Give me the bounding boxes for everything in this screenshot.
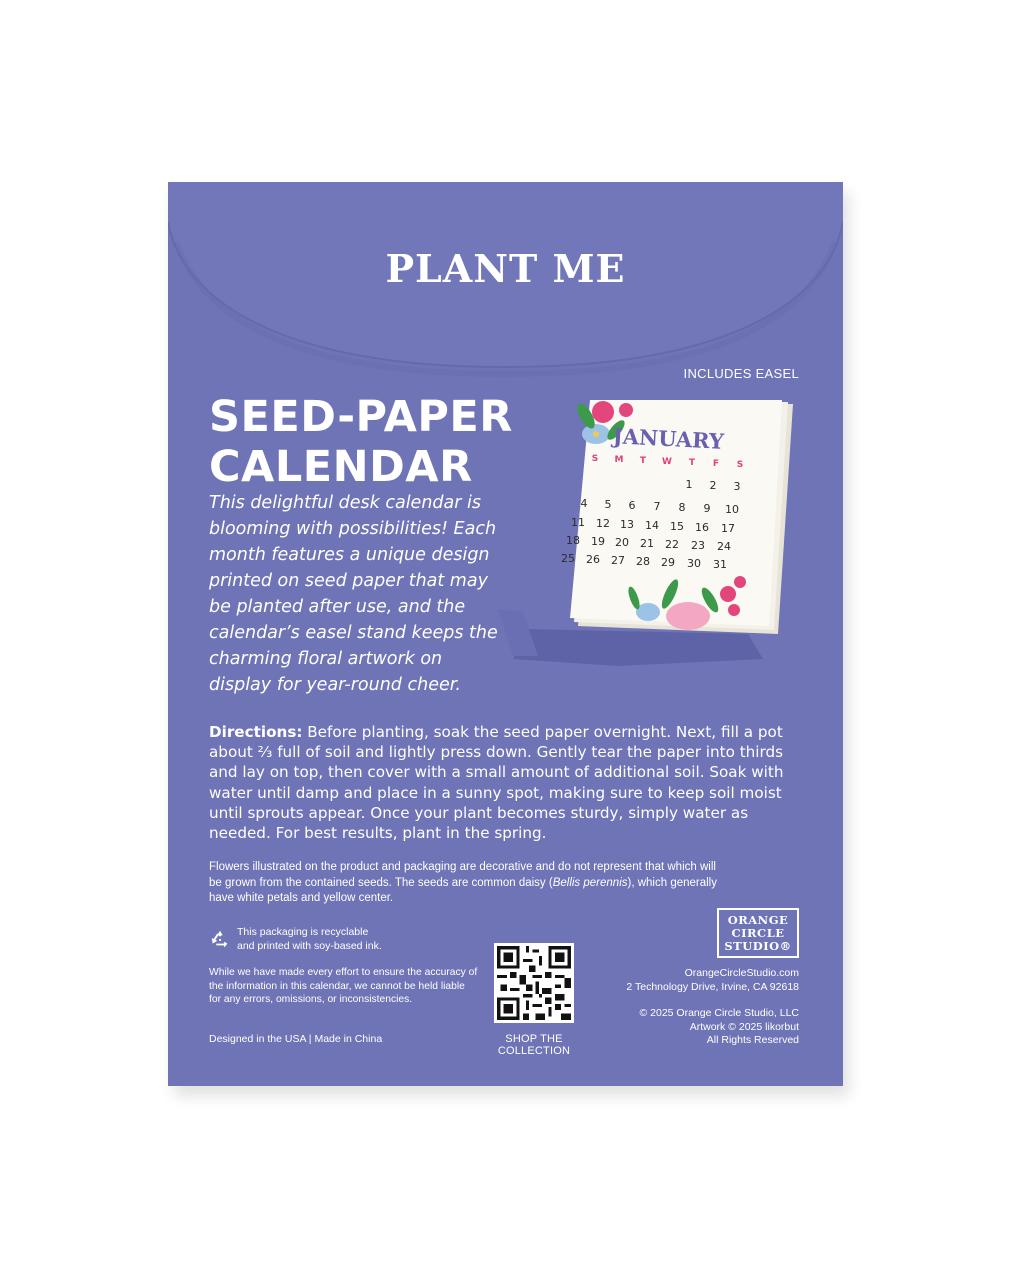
calendar-day: 8 [678, 501, 686, 514]
orange-circle-studio-logo [717, 908, 799, 958]
recycle-notice [209, 926, 382, 953]
weekday-label: S [591, 454, 599, 464]
product-title-line2: CALENDAR [209, 442, 473, 492]
calendar-day: 15 [670, 520, 684, 533]
calendar-day: 26 [586, 553, 600, 566]
copyright-info [640, 1007, 800, 1048]
recycle-line2: and printed with soy-based ink. [237, 939, 382, 952]
calendar-day: 6 [628, 499, 636, 512]
company-address: 2 Technology Drive, Irvine, CA 92618 [626, 980, 799, 993]
planting-directions [209, 722, 809, 843]
calendar-day: 27 [611, 554, 625, 567]
calendar-day: 4 [580, 497, 588, 510]
calendar-day: 7 [653, 500, 661, 513]
logo-line2: CIRCLE [731, 926, 785, 940]
calendar-day: 9 [703, 502, 711, 515]
logo-line1: ORANGE [727, 913, 789, 927]
artwork-credit: Artwork © 2025 likorbut [689, 1020, 799, 1033]
disclaimer-text-end: ), which generally have white petals and yellow center. [209, 876, 717, 904]
calendar-day: 14 [645, 519, 659, 532]
calendar-day: 31 [713, 558, 727, 571]
logo-line3: STUDIO® [724, 939, 792, 953]
flower-disclaimer [209, 860, 729, 907]
company-info [626, 967, 799, 994]
weekday-label: S [736, 460, 744, 470]
species-name: Bellis perennis [552, 876, 628, 889]
calendar-day: 28 [636, 555, 650, 568]
calendar-day: 5 [604, 498, 612, 511]
desk-calendar-illustration [498, 394, 798, 694]
calendar-day: 11 [571, 516, 585, 529]
calendar-day: 1 [685, 478, 693, 491]
weekday-label: T [639, 456, 647, 466]
calendar-day: 24 [717, 540, 731, 553]
weekday-label: T [688, 458, 696, 468]
calendar-day: 13 [620, 518, 634, 531]
weekday-label: W [662, 457, 672, 467]
weekday-label: F [712, 459, 720, 469]
product-title [209, 392, 513, 492]
company-website[interactable]: OrangeCircleStudio.com [684, 967, 799, 979]
recycle-line1: This packaging is recyclable [237, 926, 369, 938]
calendar-day: 29 [661, 556, 675, 569]
calendar-day: 30 [687, 557, 701, 570]
calendar-day: 12 [596, 517, 610, 530]
includes-easel-note: INCLUDES EASEL [683, 366, 799, 381]
liability-notice: While we have made every effort to ensure the accuracy of the information in this calendar, we cannot be held liable for any errors, omissions, or inconsistencies. [209, 967, 478, 1005]
shop-collection-label: SHOP THE COLLECTION [497, 1033, 571, 1057]
copyright-line: © 2025 Orange Circle Studio, LLC [639, 1007, 799, 1019]
weekday-label: M [614, 455, 624, 465]
flap-title: PLANT ME [385, 246, 626, 291]
disclaimer-text: Flowers illustrated on the product and packaging are decorative and do not represent that which will be grown from the contained seeds. The seeds are common daisy ( [209, 861, 716, 889]
product-title-line1: SEED-PAPER [209, 392, 513, 442]
calendar-day: 18 [566, 534, 580, 547]
recycle-icon [209, 928, 231, 950]
qr-code[interactable] [494, 943, 574, 1023]
calendar-day: 25 [561, 552, 575, 565]
directions-label: Directions: [209, 723, 303, 741]
rights-reserved: All Rights Reserved [706, 1034, 799, 1046]
calendar-day: 2 [709, 479, 717, 492]
product-description: This delightful desk calendar is blooming with possibilities! Each month features a unique design printed on seed paper that may be planted after use, and the calendar’s easel stand keeps the charming floral artwork on display for year-round cheer. [209, 493, 498, 695]
calendar-day: 16 [695, 521, 709, 534]
origin-note: Designed in the USA | Made in China [209, 1033, 383, 1045]
calendar-month: JANUARY [612, 423, 725, 454]
calendar-day: 19 [591, 535, 605, 548]
calendar-day: 3 [733, 480, 741, 493]
seed-paper-calendar-package [168, 182, 843, 1086]
calendar-day: 10 [725, 503, 739, 516]
calendar-day: 21 [640, 537, 654, 550]
calendar-day: 22 [665, 538, 679, 551]
calendar-day: 23 [691, 539, 705, 552]
directions-text: Before planting, soak the seed paper overnight. Next, fill a pot about ⅔ full of soil and lightly press down. Gently tear the paper into thirds and lay on top, then cover with a small amount of additional soil. Soak with water until damp and place in a sunny spot, making sure to keep soil moist until sprouts appear. Once your plant becomes sturdy, simply water as needed. For best results, plant in the spring. [209, 723, 784, 843]
calendar-day: 17 [721, 522, 735, 535]
recycle-text [237, 926, 382, 953]
calendar-day: 20 [615, 536, 629, 549]
